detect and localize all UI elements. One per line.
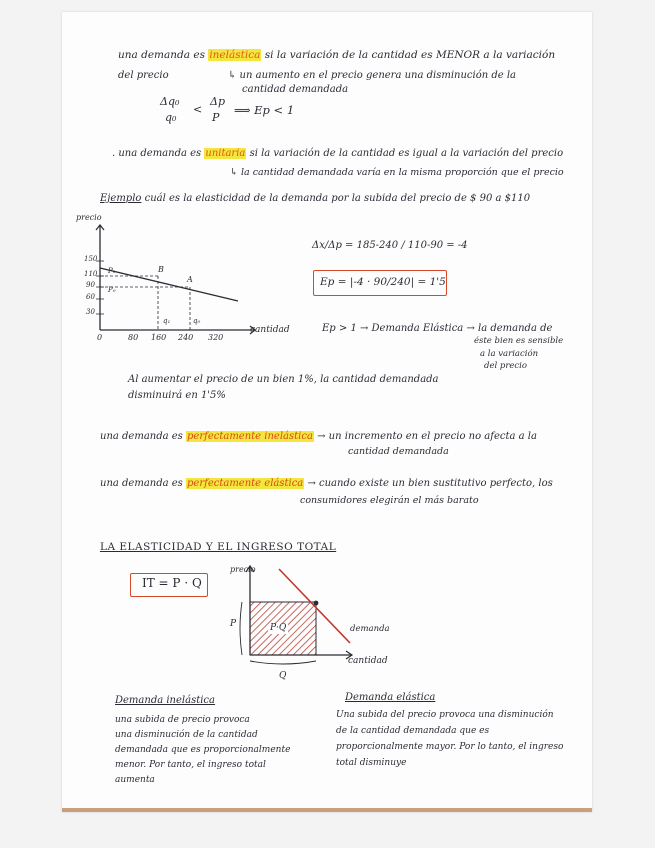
- inelastic-title: Demanda inelástica: [115, 695, 215, 706]
- g1-xtick: 80: [128, 333, 139, 342]
- s4-text-a: una demanda es: [100, 478, 183, 489]
- it-demand-label: demanda: [350, 624, 390, 634]
- it-point: [314, 601, 319, 606]
- g1-ytick: 60: [86, 293, 95, 301]
- inelastic-line: una disminución de la cantidad: [115, 730, 258, 740]
- it-area-label: P·Q: [270, 623, 287, 633]
- s1-note-1: ↳ un aumento en el precio genera una disminución de la: [228, 70, 517, 81]
- inelastic-line: una subida de precio provoca: [115, 715, 250, 725]
- s2-keyword: unitaria: [205, 148, 246, 159]
- s1-note-2: cantidad demandada: [242, 84, 349, 95]
- g1-ytick: 110: [84, 270, 98, 278]
- it-heading: LA ELASTICIDAD Y EL INGRESO TOTAL: [100, 541, 337, 553]
- frac-num-2: Δp: [210, 95, 225, 108]
- example-text: cuál es la elasticidad de la demanda por la subida del precio de $ 90 a $110: [144, 193, 531, 204]
- it-xlabel: cantidad: [348, 656, 388, 666]
- s2-text-a: . una demanda es: [112, 148, 202, 159]
- p-brace: [240, 602, 242, 655]
- g1-point-a: A: [187, 275, 193, 284]
- q-brace: [250, 661, 316, 664]
- g1-ylabel: precio: [76, 213, 102, 222]
- g1-xtick: 320: [208, 333, 224, 342]
- elastic-line: total disminuye: [336, 758, 407, 768]
- s1-text-b: si la variación de la cantidad es MENOR a la variación: [264, 49, 556, 61]
- it-q-label: Q: [279, 671, 287, 681]
- elastic-title: Demanda elástica: [345, 692, 436, 703]
- s1-text-a: una demanda es: [118, 49, 205, 61]
- g1-xtick: 160: [151, 333, 167, 342]
- g1-ytick: 150: [84, 255, 98, 263]
- s2-text-b: si la variación de la cantidad es igual a la variación del precio: [249, 148, 564, 159]
- g1-point-b: B: [158, 265, 164, 274]
- frac-num-1: Δq₀: [160, 95, 180, 108]
- g1-ytick: 90: [86, 281, 95, 289]
- g1-p1: P₁: [108, 267, 116, 275]
- result-2: éste bien es sensible: [474, 336, 564, 346]
- elastic-line: de la cantidad demandada que es: [336, 726, 490, 736]
- calc-elasticity: Ep = |-4 · 90/240| = 1'5: [320, 276, 446, 288]
- elastic-line: proporcionalmente mayor. Por lo tanto, el ingreso: [336, 742, 564, 752]
- conclusion-2: disminuirá en 1'5%: [128, 390, 226, 401]
- s3-text-a: una demanda es: [100, 431, 183, 442]
- g1-q1: q₁: [163, 317, 171, 325]
- elastic-line: Una subida del precio provoca una disminución: [336, 710, 554, 720]
- g1-xtick: 0: [97, 333, 103, 342]
- frac-den-2: P: [212, 111, 220, 124]
- it-formula: IT = P · Q: [142, 576, 202, 590]
- s4-text-b: → cuando existe un bien sustitutivo perfecto, los: [307, 478, 553, 489]
- s3-keyword: perfectamente inelástica: [187, 431, 313, 442]
- result-1: Ep > 1 → Demanda Elástica → la demanda de: [322, 323, 553, 334]
- inelastic-line: menor. Por tanto, el ingreso total: [115, 760, 266, 770]
- conclusion-1: Al aumentar el precio de un bien 1%, la cantidad demandada: [128, 374, 439, 385]
- g1-p0: P₀: [108, 286, 116, 294]
- result-4: del precio: [484, 361, 528, 371]
- example-label: Ejemplo: [100, 193, 142, 204]
- it-p-label: P: [230, 619, 237, 629]
- g1-q0: q₀: [193, 317, 201, 325]
- calc-slope: Δx/Δp = 185-240 / 110-90 = -4: [312, 240, 468, 251]
- frac-den-1: q₀: [165, 111, 177, 124]
- s4-keyword: perfectamente elástica: [187, 478, 304, 489]
- s1-line2: del precio: [118, 70, 169, 81]
- g1-xtick: 240: [178, 333, 194, 342]
- it-ylabel: precio: [230, 565, 256, 574]
- less-than: <: [193, 103, 203, 116]
- g1-ytick: 30: [86, 308, 95, 316]
- result-3: a la variación: [480, 349, 539, 359]
- s3-line2: cantidad demandada: [348, 446, 449, 457]
- s4-line2: consumidores elegirán el más barato: [300, 495, 479, 506]
- inelastic-line: aumenta: [115, 775, 155, 785]
- s3-text-b: → un incremento en el precio no afecta a la: [317, 431, 537, 442]
- s2-note: ↳ la cantidad demandada varía en la misma proporción que el precio: [230, 167, 564, 178]
- ep-lt-1: ⟹ Ep < 1: [234, 103, 295, 117]
- g1-xlabel: cantidad: [250, 325, 290, 335]
- s1-keyword: inelástica: [209, 49, 261, 61]
- inelastic-line: demandada que es proporcionalmente: [115, 745, 291, 755]
